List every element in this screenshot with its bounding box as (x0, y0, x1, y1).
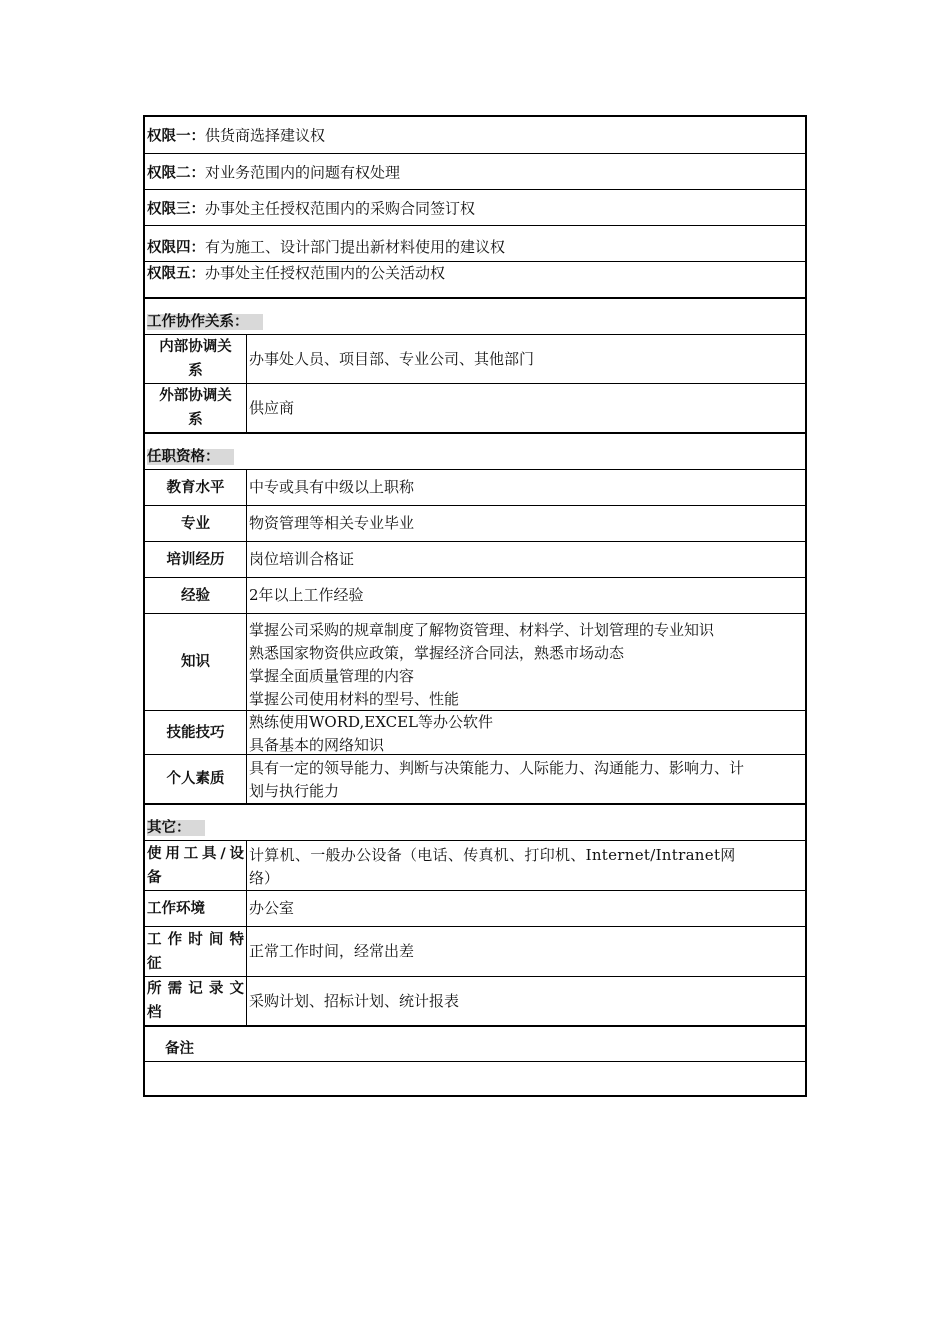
others-row-tools (145, 841, 805, 891)
row-value: 采购计划、招标计划、统计报表 (249, 991, 460, 1010)
qualification-row-education (145, 470, 805, 506)
qualification-row-skills (145, 711, 805, 755)
job-description-table (143, 115, 807, 1097)
authority-text: 办事处主任授权范围内的公关活动权 (205, 264, 446, 282)
authority-label: 权限三： (147, 201, 205, 217)
authority-row-5 (145, 262, 805, 299)
row-label: 所 需 记 录 文 档 (145, 977, 247, 1025)
section-title: 任职资格： (147, 449, 234, 465)
remarks-title: 备注 (165, 1041, 194, 1057)
qualification-row-personal (145, 755, 805, 805)
authority-text: 对业务范围内的问题有权处理 (205, 163, 401, 181)
row-label: 工 作 时 间 特 征 (145, 927, 247, 976)
cooperation-row-external (145, 384, 805, 434)
row-label: 教育水平 (145, 470, 247, 505)
row-label: 内部协调关 系 (145, 335, 247, 383)
row-value: 供应商 (249, 398, 295, 417)
authority-label: 权限一： (147, 128, 205, 145)
row-value: 办事处人员、项目部、专业公司、其他部门 (249, 349, 535, 368)
row-value: 熟练使用WORD,EXCEL等办公软件 具备基本的网络知识 (249, 713, 494, 754)
row-label: 外部协调关 系 (145, 384, 247, 432)
others-section-header (145, 805, 805, 841)
row-label: 专业 (145, 506, 247, 541)
row-value: 2年以上工作经验 (249, 586, 364, 604)
authority-label: 权限二： (147, 165, 205, 181)
row-value: 正常工作时间，经常出差 (249, 942, 415, 960)
others-row-documents (145, 977, 805, 1027)
authority-row-2 (145, 154, 805, 190)
qualification-row-experience (145, 578, 805, 614)
row-label: 个人素质 (145, 755, 247, 803)
row-value: 岗位培训合格证 (249, 550, 355, 568)
row-value: 计算机、一般办公设备（电话、传真机、打印机、Internet/Intranet网 络） (249, 846, 736, 887)
authority-text: 有为施工、设计部门提出新材料使用的建议权 (205, 238, 506, 256)
authority-text: 办事处主任授权范围内的采购合同签订权 (205, 199, 476, 217)
row-label: 工作环境 (145, 891, 247, 926)
row-label: 使用工具/设 备 (145, 841, 247, 890)
others-row-environment (145, 891, 805, 927)
qualifications-section-header (145, 434, 805, 470)
authority-label: 权限五： (147, 266, 205, 282)
qualification-row-knowledge (145, 614, 805, 711)
authority-row-4 (145, 226, 805, 262)
row-value: 办公室 (249, 899, 295, 917)
qualification-row-major (145, 506, 805, 542)
row-label: 培训经历 (145, 542, 247, 577)
row-label: 经验 (145, 578, 247, 613)
row-value: 具有一定的领导能力、判断与决策能力、人际能力、沟通能力、影响力、计 划与执行能力 (249, 759, 745, 800)
cooperation-row-internal (145, 335, 805, 384)
section-title: 其它： (147, 820, 205, 836)
row-label: 知识 (145, 614, 247, 710)
cooperation-section-header (145, 299, 805, 335)
authority-row-3 (145, 190, 805, 226)
row-value: 掌握公司采购的规章制度了解物资管理、材料学、计划管理的专业知识 熟悉国家物资供应政策，掌握经济合同法，熟悉市场动态 掌握全面质量管理的内容 掌握公司使用材料的型号、性能 (249, 621, 715, 708)
section-title: 工作协作关系： (147, 314, 263, 330)
authority-label: 权限四： (147, 240, 205, 256)
row-value: 中专或具有中级以上职称 (249, 478, 415, 496)
authority-text: 供货商选择建议权 (205, 126, 326, 145)
remarks-header (145, 1027, 805, 1062)
others-row-work-time (145, 927, 805, 977)
row-label: 技能技巧 (145, 711, 247, 754)
authority-row-1 (145, 117, 805, 154)
remarks-body (145, 1062, 805, 1097)
remarks-value (145, 1062, 805, 1097)
qualification-row-training (145, 542, 805, 578)
row-value: 物资管理等相关专业毕业 (249, 514, 415, 532)
